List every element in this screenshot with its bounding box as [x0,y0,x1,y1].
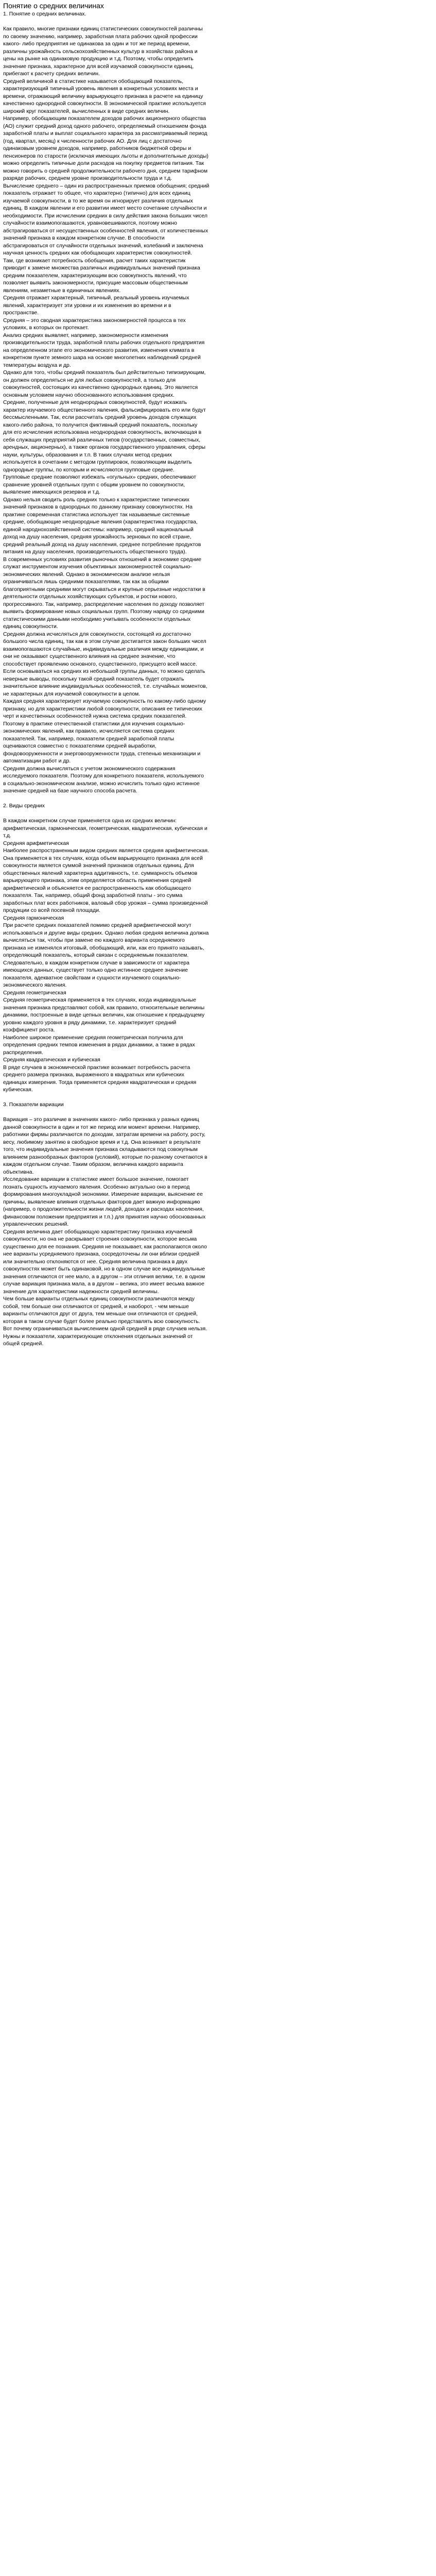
body-text-variation: Вариация – это различие в значениях какого- либо признака у разных единиц данной совокупности в один и тот же период или момент времени. Например, работники фирмы различаются по доходам, затратам времени на работу, росту, весу, любимому занятию в свободное время и т.д. Она возникает в результате того, что индивидуальные значения признака складываются под совокупным влиянием разнообразных факторов (условий), которые по-разному сочетаются в каждом отдельном случае. Таким образом, величина каждого варианта объективна. Исследование вариации в статистике имеет большое значение, помогает познать сущность изучаемого явления. Особенно актуально оно в период формирования многоукладной экономики. Измерение вариации, выяснение ее причины, выявление влияния отдельных факторов дает важную информацию (например, о продолжительности жизни людей, доходах и расходах населения, финансовом положении предприятия и т.п.) для принятия научно обоснованных управленческих решений. Средняя величина дает обобщающую характеристику признака изучаемой совокупности, но она не раскрывает строения совокупности, которое весьма существенно для ее познания. Средняя не показывает, как располагаются около нее варианты усредняемого признака, сосредоточены ли они вблизи средней или значительно отклоняются от нее. Средняя величина признака в двух совокупностях может быть одинаковой, но в одном случае все индивидуальные значения отличаются от нее мало, а в другом – эти отличия велики, т.е. в одном случае вариация признака мала, а в другом – велика, это имеет весьма важное значение для характеристики надежности средней величины. Чем больше варианты отдельных единиц совокупности различаются между собой, тем больше они отличаются от средней, и наоборот, - чем меньше варианты отличаются друг от друга, тем меньше они отличаются от средней, которая в таком случае будет более реально представлять всю совокупность. Вот почему ограничиваться вычислением одной средней в ряде случаев нельзя. Нужны и показатели, характеризующие отклонения отдельных значений от общей средней. [3,1116,207,1347]
section-heading-variation: 3. Показатели вариации [3,1101,64,1108]
paragraph-gap [3,1094,433,1101]
paragraph-gap [3,795,433,803]
section-heading-concept: 1. Понятие о средних величинах. [3,11,86,17]
paragraph-gap [3,810,433,818]
body-text-concept: Как правило, многие признаки единиц статистических совокупностей различны по своему значению, например, заработная плата рабочих одной профессии какого- либо предприятия не одинакова за один и тот же период времени, различны урожайность сельскохозяйственных культур в хозяйствах района и цены на рынке на одинаковую продукцию и т.д. Поэтому, чтобы определить значение признака, характерное для всей изучаемой совокупности единиц, прибегают к расчету средних величин. Средней величиной в статистике называется обобщающий показатель, характеризующий типичный уровень явления в конкретных условиях места и времени, отражающий величину варьирующего признака в расчете на единицу качественно однородной совокупности. В экономической практике используется широкий круг показателей, вычисленных в виде средних величин. Например, обобщающим показателем доходов рабочих акционерного общества (АО) служит средний доход одного рабочего, определяемый отношением фонда заработной платы и выплат социального характера за рассматриваемый период (год, квартал, месяц) к численности рабочих АО. Для лиц с достаточно одинаковым уровнем доходов, например, работников бюджетной сферы и пенсионеров по старости (исключая имеющих льготы и дополнительные доходы) можно определить типичные доли расходов на покупку предметов питания. Так можно говорить о средней продолжительности рабочего дня, среднем тарифном разряде рабочих, среднем уровне производительности труда и т.д. Вычисление среднего – один из распространенных приемов обобщения; средний показатель отражает то общее, что характерно (типично) для всех единиц изучаемой совокупности, в то же время он игнорирует различия отдельных единиц. В каждом явлении и его развитии имеет место сочетание случайности и необходимости. При исчислении средних в силу действия закона больших чисел случайности взаимопогашаются, уравновешиваются, поэтому можно абстрагироваться от несущественных особенностей явления, от количественных значений признака в каждом конкретном случае. В способности абстрагироваться от случайности отдельных значений, колебаний и заключена научная ценность средних как обобщающих характеристик совокупностей. Там, где возникает потребность обобщения, расчет таких характеристик приводит к замене множества различных индивидуальных значений признака средним показателем, характеризующим всю совокупность явлений, что позволяет выявить закономерности, присущие массовым общественным явлениям, незаметные в единичных явлениях. Средняя отражает характерный, типичный, реальный уровень изучаемых явлений, характеризует эти уровни и их изменения во времени и в пространстве. Средняя – это сводная характеристика закономерностей процесса в тех условиях, в которых он протекает. Анализ средних выявляет, например, закономерности изменения производительности труда, заработной платы рабочих отдельного предприятия на определенном этапе его экономического развития, изменения климата в конкретном пункте земного шара на основе многолетних наблюдений средней температуры воздуха и др. Однако для того, чтобы средний показатель был действительно типизирующим, он должен определяться не для любых совокупностей, а только для совокупностей, состоящих из качественно однородных единиц. Это является основным условием научно обоснованного использования средних. Средние, полученные для неоднородных совокупностей, будут искажать характер изучаемого общественного явления, фальсифицировать его или будут бессмысленными. Так, если рассчитать средний уровень доходов служащих какого-либо района, то получится фиктивный средний показатель, поскольку для его исчисления использована неоднородная совокупность, включающая в себя служащих предприятий различных типов (государственных, совместных, арендных, акционерных), а также органов государственного управления, сферы науки, культуры, образования и т.п. В таких случаях метод средних используется в сочетании с методом группировок, позволяющим выделить однородные группы, по которым и исчисляются групповые средние. Групповые средние позволяют избежать «огульных» средних, обеспечивают сравнение уровней отдельных групп с общим уровнем по совокупности, выявление имеющихся резервов и т.д. Однако нельзя сводить роль средних только к характеристике типических значений признаков в однородных по данному признаку совокупностях. На практике современная статистика использует так называемые системные средние, обобщающие неоднородные явления (характеристика государства, единой народнохозяйственной системы: например, средний национальный доход на душу населения, средняя урожайность зерновых по всей стране, средний реальный доход на душу населения, среднее потребление продуктов питания на душу населения, производительность общественного труда). В современных условиях развития рыночных отношений в экономике средние служат инструментом изучения объективных закономерностей социально- экономических явлений. Однако в экономическом анализе нельзя ограничиваться лишь средними показателями, так как за общими благоприятными средними могут скрываться и крупные серьезные недостатки в деятельности отдельных хозяйствующих субъектов, и ростки нового, прогрессивного. Так, например, распределение населения по доходу позволяет выявить формирование новых социальных групп. Поэтому наряду со средними статистическими данными необходимо учитывать особенности отдельных единиц совокупности. Средняя должна исчисляться для совокупности, состоящей из достаточно большого числа единиц, так как в этом случае достигается закон больших чисел взаимопогашаются случайные, индивидуальные различия между единицами, и они не оказывают существенного влияния на среднее значение, что способствует проявлению основного, существенного, присущего всей массе. Если основываться на средних из небольшой группы данных, то можно сделать неверные выводы, поскольку такой средний показатель будет отражать значительное влияние индивидуальных особенностей, т.е. случайных моментов, не характерных для изучаемой совокупности в целом. Каждая средняя характеризует изучаемую совокупность по какому-либо одному признаку, но для характеристики любой совокупности, описания ее типических черт и качественных особенностей нужна система средних показателей. Поэтому в практике отечественной статистики для изучения социально- экономических явлений, как правило, исчисляется система средних показателей. Так, например, показатели средней заработной платы оцениваются совместно с показателями средней выработки, фондовооруженности и энерговооруженности труда, степенью механизации и автоматизации работ и др. Средняя должна вычисляться с учетом экономического содержания исследуемого показателя. Поэтому для конкретного показателя, используемого в социально-экономическом анализе, можно исчислить только одно истинное значение средней на базе научного способа расчета. [3,26,210,794]
document-title: Понятие о средних величинах [3,2,104,10]
section-heading-types: 2. Виды средних [3,803,45,809]
paragraph-gap [3,1109,433,1116]
paragraph-gap [3,18,433,26]
body-text-types: В каждом конкретном случае применяется одна их средних величин: арифметическая, гармоническая, геометрическая, квадратическая, кубическая и т.д. Средняя арифметическая Наиболее распространенным видом средних является средняя арифметическая. Она применяется в тех случаях, когда объем варьирующего признака для всей совокупности является суммой значений признаков отдельных единиц. Для общественных явлений характерна аддитивность, т.е. суммарность объемов варьирующего признака, этим определяется область применения средней арифметической и объясняется ее распространенность как обобщающего показателя. Так, например, общий фонд заработной платы - это сумма заработных плат всех работников, валовый сбор урожая – сумма произведенной продукции со всей посевной площади. Средняя гармоническая При расчете средних показателей помимо средней арифметической могут использоваться и другие виды средних. Однако любая средняя величина должна вычисляться так, чтобы при замене ею каждого варианта осредняемого признака не изменялся итоговый, обобщающий, или, как его принято называть, определяющий показатель, который связан с осредняемым показателем. Следовательно, в каждом конкретном случае в зависимости от характера имеющихся данных, существует только одно истинное среднее значение показателя, адекватное свойствам и сущности изучаемого социально- экономического явления. Средняя геометрическая Средняя геометрическая применяется в тех случаях, когда индивидуальные значения признака представляют собой, как правило, относительные величины динамики, построенные в виде цепных величин, как отношение к предыдущему уровню каждого уровня в ряду динамики, т.е. характеризует средний коэффициент роста. Наиболее широкое применение средняя геометрическая получила для определения средних темпов изменения в рядах динамики, а также в рядах распределения. Средняя квадратическая и кубическая В ряде случаев в экономической практике возникает потребность расчета среднего размера признака, выраженного в квадратных или кубических единицах измерения. Тогда применяется средняя квадратическая и средняя кубическая. [3,818,209,1093]
